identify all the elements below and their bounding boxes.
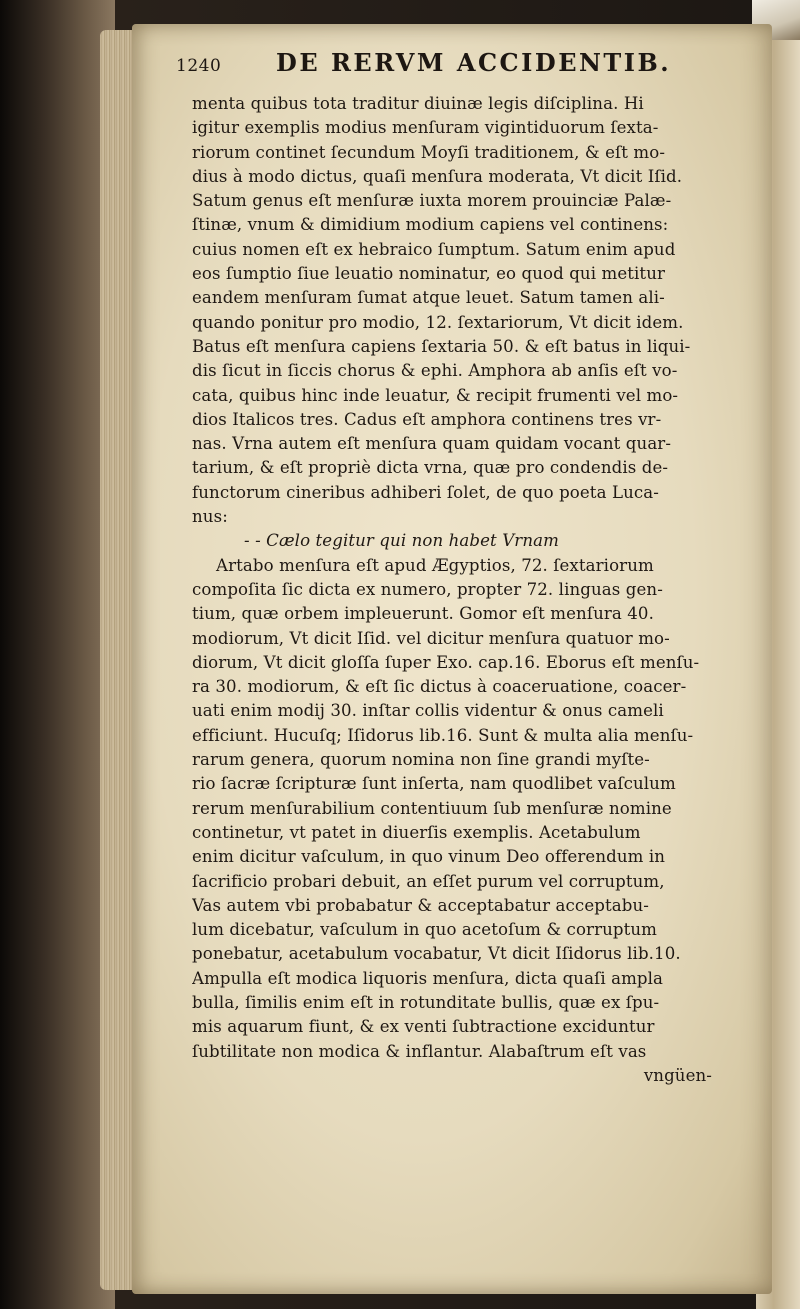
text-line: dios Italicos tres. Cadus eſt amphora continens tres vr- (192, 409, 662, 429)
text-line: cuius nomen eſt ex hebraico ſumptum. Satum enim apud (192, 239, 676, 259)
text-line: compoſita ſic dicta ex numero, propter 72. linguas gen- (192, 579, 663, 599)
text-line: continetur, vt patet in diuerſis exemplis. Acetabulum (192, 822, 641, 842)
text-line: dis ſicut in ſiccis chorus & ephi. Amphora ab anſis eſt vo- (192, 361, 678, 381)
catchword: vngüen- (643, 1065, 712, 1085)
text-line: functorum cineribus adhiberi ſolet, de quo poeta Luca- (192, 482, 659, 502)
text-line: efficiunt. Hucuſq; Iſidorus lib.16. Sunt & multa alia menſu- (192, 725, 694, 745)
text-line: riorum continet ſecundum Moyſi traditionem, & eſt mo- (192, 142, 666, 162)
text-line: Batus eſt menſura capiens ſextaria 50. & eſt batus in liqui- (192, 336, 691, 356)
text-line: modiorum, Vt dicit Iſid. vel dicitur menſura quatuor mo- (192, 628, 670, 648)
text-line: Satum genus eſt menſuræ iuxta morem prouinciæ Palæ- (192, 191, 672, 211)
text-line: enim dicitur vaſculum, in quo vinum Deo offerendum in (192, 847, 666, 867)
text-line: ra 30. modiorum, & eſt ſic dictus à coaceruatione, coacer- (192, 677, 687, 697)
text-line: rio ſacræ ſcripturæ ſunt inſerta, nam quodlibet vaſculum (192, 774, 676, 794)
text-line: rarum genera, quorum nomina non ſine grandi myſte- (192, 750, 650, 770)
text-line: igitur exemplis modius menſuram vigintiduorum ſexta- (192, 118, 659, 138)
verse-quotation: - - Cælo tegitur qui non habet Vrnam (244, 531, 559, 551)
text-line: ſubtilitate non modica & inflantur. Alabaſtrum eſt vas (192, 1041, 647, 1061)
text-line: Artabo menſura eſt apud Ægyptios, 72. ſextariorum (216, 555, 654, 575)
text-line: tarium, & eſt propriè dicta vrna, quæ pro condendis de- (192, 458, 669, 478)
text-line: lum dicebatur, vaſculum in quo acetoſum & corruptum (192, 920, 658, 940)
body-text (192, 92, 752, 1088)
text-line: bulla, ſimilis enim eſt in rotunditate bullis, quæ ex ſpu- (192, 992, 660, 1012)
text-line: Ampulla eſt modica liquoris menſura, dicta quaſi ampla (192, 968, 664, 988)
text-line: diorum, Vt dicit gloſſa ſuper Exo. cap.16. Eborus eſt menſu- (192, 652, 700, 672)
text-line: eandem menſuram ſumat atque leuet. Satum tamen ali- (192, 288, 665, 308)
text-line: ſacrificio probari debuit, an eſſet purum vel corruptum, (192, 871, 665, 891)
text-line: mis aquarum fiunt, & ex venti ſubtractione exciduntur (192, 1017, 655, 1037)
text-line: ſtinæ, vnum & dimidium modium capiens vel continens: (192, 215, 669, 235)
text-line: rerum menſurabilium contentiuum ſub menſuræ nomine (192, 798, 672, 818)
text-line: Vas autem vbi probabatur & acceptabatur acceptabu- (192, 895, 649, 915)
text-line: dius à modo dictus, quaſi menſura moderata, Vt dicit Iſid. (192, 166, 683, 186)
text-line: ponebatur, acetabulum vocabatur, Vt dicit Iſidorus lib.10. (192, 944, 681, 964)
running-title: DE RERVM ACCIDENTIB. (276, 48, 672, 77)
text-line: cata, quibus hinc inde leuatur, & recipit frumenti vel mo- (192, 385, 679, 405)
text-line: quando ponitur pro modio, 12. ſextariorum, Vt dicit idem. (192, 312, 684, 332)
book-binding (0, 0, 115, 1309)
page-number: 1240 (176, 56, 222, 76)
text-line: tium, quæ orbem impleuerunt. Gomor eſt menſura 40. (192, 604, 654, 624)
text-line: uati enim modij 30. inſtar collis videntur & onus cameli (192, 701, 664, 721)
text-line: nus: (192, 507, 228, 527)
text-line: menta quibus tota traditur diuinæ legis diſciplina. Hi (192, 94, 644, 113)
running-head (176, 48, 736, 88)
text-line: nas. Vrna autem eſt menſura quam quidam vocant quar- (192, 434, 672, 454)
text-line: eos ſumptio ſiue leuatio nominatur, eo quod qui metitur (192, 264, 666, 284)
